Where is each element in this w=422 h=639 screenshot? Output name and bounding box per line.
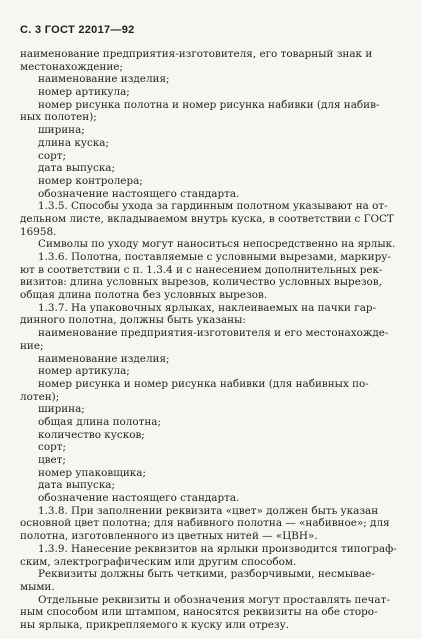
text-line: общая длина полотна; bbox=[38, 415, 161, 428]
text-line: наименование предприятия-изготовителя, его товарный знак и bbox=[20, 48, 373, 60]
text-line: номер артикула; bbox=[38, 86, 130, 99]
text-line: ширина; bbox=[38, 403, 85, 416]
text-line: общая длина полотна без условных вырезов. bbox=[20, 289, 268, 302]
text-line: 16958. bbox=[20, 225, 57, 238]
text-line: номер рисунка полотна и номер рисунка набивки (для набив- bbox=[38, 98, 380, 111]
text-line: сорт; bbox=[38, 441, 66, 454]
section-heading-1-3-8: 1.3.8. При заполнении реквизита «цвет» должен быть указан bbox=[38, 504, 379, 517]
text-line: Реквизиты должны быть четкими, разборчивыми, несмывае- bbox=[38, 568, 375, 581]
text-line: ширина; bbox=[38, 124, 85, 137]
text-line: обозначение настоящего стандарта. bbox=[38, 187, 240, 200]
section-heading-1-3-7: 1.3.7. На упаковочных ярлыках, наклеиваемых на пачки гар- bbox=[38, 301, 377, 314]
text-line: местонахождение; bbox=[20, 60, 123, 73]
section-heading-1-3-9: 1.3.9. Нанесение реквизитов на ярлыки производится типограф- bbox=[38, 542, 397, 555]
text-line: номер упаковщика; bbox=[38, 466, 146, 479]
text-line: наименование предприятия-изготовителя и его местонахожде- bbox=[38, 327, 389, 340]
text-line: визитов: длина условных вырезов, количество условных вырезов, bbox=[20, 276, 382, 289]
text-line: обозначение настоящего стандарта. bbox=[38, 492, 240, 505]
text-line: Отдельные реквизиты и обозначения могут проставлять печат- bbox=[38, 593, 390, 606]
text-line: Символы по уходу могут наноситься непосредственно на ярлык. bbox=[38, 238, 396, 251]
text-line: динного полотна, должны быть указаны: bbox=[20, 314, 246, 327]
text-line: дата выпуска; bbox=[38, 479, 116, 492]
text-line: ют в соответствии с п. 1.3.4 и с нанесением дополнительных рек- bbox=[20, 263, 383, 276]
text-line: наименование изделия; bbox=[38, 73, 170, 86]
text-line: сорт; bbox=[38, 149, 66, 162]
section-heading-1-3-6: 1.3.6. Полотна, поставляемые с условными вырезами, маркиру- bbox=[38, 251, 391, 263]
text-line: лотен); bbox=[20, 390, 60, 403]
text-line: ным способом или штампом, наносятся реквизиты на обе сторо- bbox=[20, 606, 378, 619]
text-line: номер артикула; bbox=[38, 365, 130, 378]
text-line: полотна, изготовленного из цветных нитей — «ЦВН». bbox=[20, 530, 318, 543]
text-line: дата выпуска; bbox=[38, 162, 116, 175]
document-body bbox=[20, 48, 404, 632]
text-line: длина куска; bbox=[38, 136, 109, 149]
text-line: номер контролера; bbox=[38, 174, 143, 187]
section-heading-1-3-5: 1.3.5. Способы ухода за гардинным полотном указывают на от- bbox=[38, 200, 388, 213]
text-line: мыми. bbox=[20, 580, 55, 593]
text-line: ским, электрографическим или другим способом. bbox=[20, 555, 297, 568]
text-line: количество кусков; bbox=[38, 428, 145, 441]
text-line: наименование изделия; bbox=[38, 352, 170, 365]
text-line: ние; bbox=[20, 339, 44, 352]
text-line: цвет; bbox=[38, 454, 66, 466]
text-line: основной цвет полотна; для набивного полотна — «набивное»; для bbox=[20, 517, 390, 530]
text-line: ных полотен); bbox=[20, 111, 97, 124]
page-header: С. 3 ГОСТ 22017—92 bbox=[20, 24, 135, 36]
text-line: ны ярлыка, прикрепляемого к куску или отрезу. bbox=[20, 618, 290, 631]
text-line: дельном листе, вкладываемом внутрь куска, в соответствии с ГОСТ bbox=[20, 212, 394, 225]
text-line: номер рисунка и номер рисунка набивки (для набивных по- bbox=[38, 377, 369, 390]
